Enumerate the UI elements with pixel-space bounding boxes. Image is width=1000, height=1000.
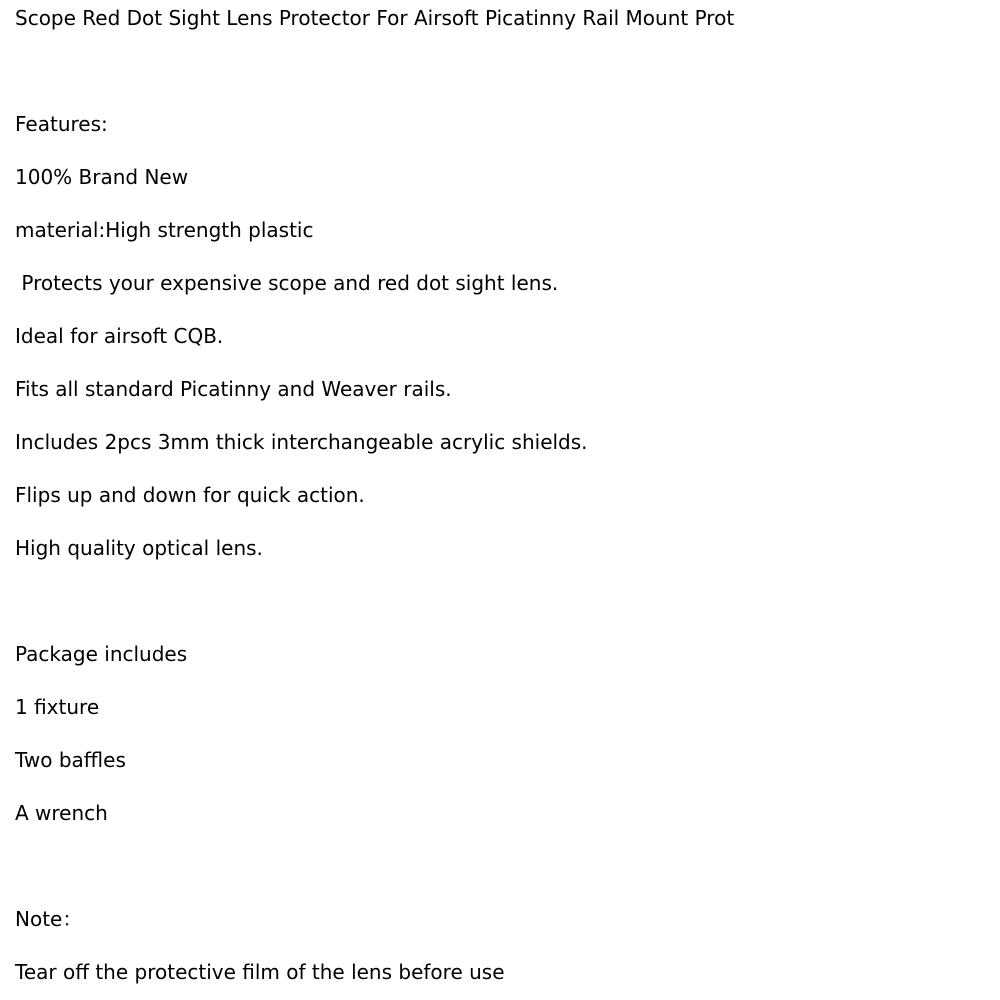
feature-item: Ideal for airsoft CQB. xyxy=(15,324,224,348)
feature-item: Flips up and down for quick action. xyxy=(15,483,365,507)
package-heading: Package includes xyxy=(15,642,188,666)
package-item: Two baffles xyxy=(15,748,126,772)
note-heading: Note： xyxy=(15,907,83,931)
feature-item: 100% Brand New xyxy=(15,165,189,189)
package-item: 1 fixture xyxy=(15,695,100,719)
feature-item: Fits all standard Picatinny and Weaver rails. xyxy=(15,377,452,401)
product-title: Scope Red Dot Sight Lens Protector For Airsoft Picatinny Rail Mount Prot xyxy=(15,6,735,30)
feature-item: Protects your expensive scope and red dot sight lens. xyxy=(15,271,559,295)
feature-item: High quality optical lens. xyxy=(15,536,263,560)
feature-item: material:High strength plastic xyxy=(15,218,314,242)
feature-item: Includes 2pcs 3mm thick interchangeable acrylic shields. xyxy=(15,430,588,454)
note-text: Tear off the protective film of the lens before use xyxy=(15,960,505,984)
package-item: A wrench xyxy=(15,801,108,825)
features-heading: Features: xyxy=(15,112,108,136)
